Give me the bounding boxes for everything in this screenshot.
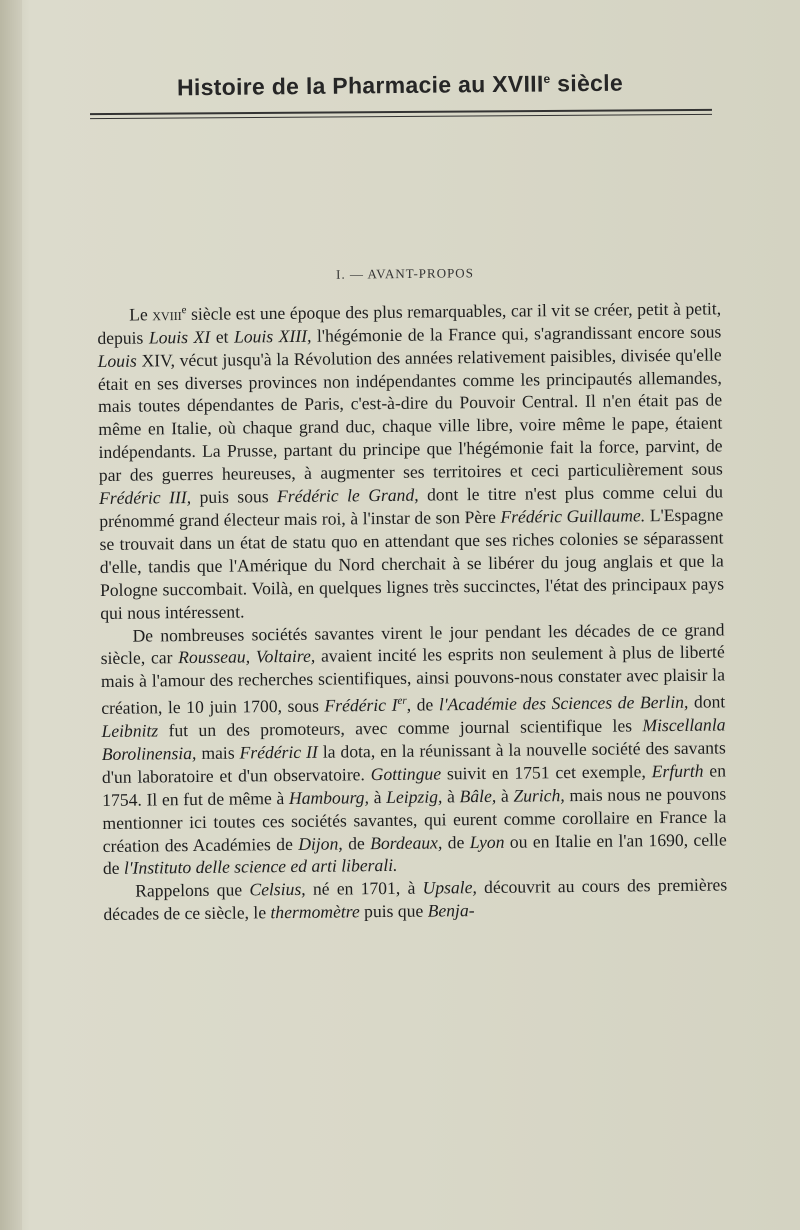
text-run: et <box>210 326 235 347</box>
running-head-sup: e <box>543 71 551 86</box>
running-head-end: siècle <box>550 69 624 97</box>
italic-run: l'Académie des Sciences de Berlin, <box>438 691 689 715</box>
italic-run: l'Instituto delle science ed arti liberali. <box>123 855 398 879</box>
text-run: dont le titre n'est plus comme celui du prénommé grand électeur mais roi, à l'instar de son Père <box>99 481 724 532</box>
text-run: De nombreuses sociétés savantes virent le jour pendant les décades de ce grand siècle, car <box>100 618 725 669</box>
text-run: en 1754. Il en fut de même à <box>102 760 727 810</box>
text-run: puis sous <box>190 486 278 508</box>
text-run: fut un des promoteurs, avec comme journal scientifique les <box>158 715 643 741</box>
italic-run: Bordeaux, <box>370 831 443 853</box>
text-run: l'hégémonie de la France qui, s'agrandissant encore sous <box>311 321 722 346</box>
italic-run: Frédéric III, <box>98 487 192 509</box>
text-run: ou en Italie en l'an 1690, celle de <box>102 828 727 879</box>
italic-run: Benja- <box>427 900 475 921</box>
italic-run: Zurich, <box>513 784 565 806</box>
italic-run: er <box>397 695 407 708</box>
text-run: Le <box>129 304 153 325</box>
italic-run: Louis XI <box>148 326 211 348</box>
text-run: XIV, vécut jusqu'à la Révolution des années relativement paisibles, divisée qu'elle était en ses diverses provinces non indépendantes comme les principautés allemandes, mais toutes dépendantes de Paris, c'est-à-dire du Pouvoir Central. Il n'en était pas de même en Italie, où chaque grand duc, chaque ville libre, voire même le pape, étaient indépendants. La Prusse, partant du principe que l'hégémonie fait la force, parvint, de par des guerres heureuses, à augmenter ses territoires et ceci particulièrement sous <box>97 344 723 486</box>
text-run: L'Espagne se trouvait dans un état de statu quo en attendant que ses riches colonies se séparassent d'elle, tandis que l'Amérique du Nord cherchait à se libérer du joug anglais et que la Pologne succombait. Voilà, en quelques lignes très succinctes, l'état des principaux pays qui nous intéressent. <box>99 504 725 623</box>
italic-run: Frédéric I <box>324 695 398 716</box>
italic-run: Dijon, <box>298 833 343 854</box>
paragraph <box>97 293 724 624</box>
paragraph <box>103 874 727 926</box>
italic-run: Frédéric le Grand, <box>276 484 419 507</box>
italic-run: thermomètre <box>270 901 360 923</box>
text-run: à <box>368 786 387 807</box>
text-run: la dota, en la réunissant à la nouvelle société des savants d'un laboratoire et d'un observatoire. <box>101 737 726 787</box>
italic-run: Gottingue <box>370 763 442 785</box>
text-run: mais nous ne pouvons mentionner ici toutes ces sociétés savantes, qui eurent comme corollaire en France la création des Académies de <box>102 783 727 856</box>
italic-run: Upsale, <box>422 877 477 898</box>
text-run: mais <box>196 742 240 763</box>
running-head-main: Histoire de la Pharmacie au XVIII <box>176 70 544 101</box>
text-run: puis que <box>359 900 428 922</box>
body-text <box>97 293 728 926</box>
italic-run: Lyon <box>469 831 505 852</box>
text-run: à <box>496 785 514 806</box>
header-rule <box>90 109 712 119</box>
text-run: découvrit au cours des premières décades de ce siècle, le <box>103 874 728 925</box>
running-head <box>90 69 710 102</box>
text-run: à <box>442 785 460 807</box>
italic-run: Louis XIII, <box>233 325 312 347</box>
italic-run: Frédéric II <box>239 741 318 763</box>
text-run: avaient incité les esprits non seulement à plus de liberté mais à l'amour des recherches scientifiques, ainsi pouvons-nous constater avec plaisir la création, le 10 juin 1700, sous <box>100 641 726 719</box>
text-run: siècle est une époque des plus remarquables, car il vit se créer, petit à petit, depuis <box>97 298 722 348</box>
text-run: né en 1701, à <box>305 877 423 900</box>
italic-run: Celsius, <box>249 879 306 900</box>
italic-run: Frédéric Guillaume. <box>500 505 646 527</box>
italic-run: Miscellanla Borolinensia, <box>101 714 726 764</box>
text-run: dont <box>688 691 726 712</box>
text-run: xviii <box>152 303 182 325</box>
text-run: , de <box>406 694 440 715</box>
italic-run: Rousseau, Voltaire, <box>178 646 316 668</box>
paragraph <box>100 618 727 880</box>
italic-run: Hambourg, <box>288 786 370 808</box>
italic-run: Bâle, <box>459 785 497 806</box>
italic-run: Louis <box>97 350 137 371</box>
text-run: Rappelons que <box>135 879 250 902</box>
italic-run: Erfurth <box>651 760 704 782</box>
italic-run: Leibnitz <box>101 720 159 742</box>
text-run: suivit en 1751 cet exemple, <box>440 761 652 784</box>
text-run: de <box>342 832 371 854</box>
text-run: de <box>442 831 470 852</box>
page-spine-shadow <box>0 0 22 1230</box>
italic-run: Leipzig, <box>386 786 443 807</box>
superscript-run: e <box>181 304 187 317</box>
section-heading: I. — AVANT-PROPOS <box>336 265 474 282</box>
